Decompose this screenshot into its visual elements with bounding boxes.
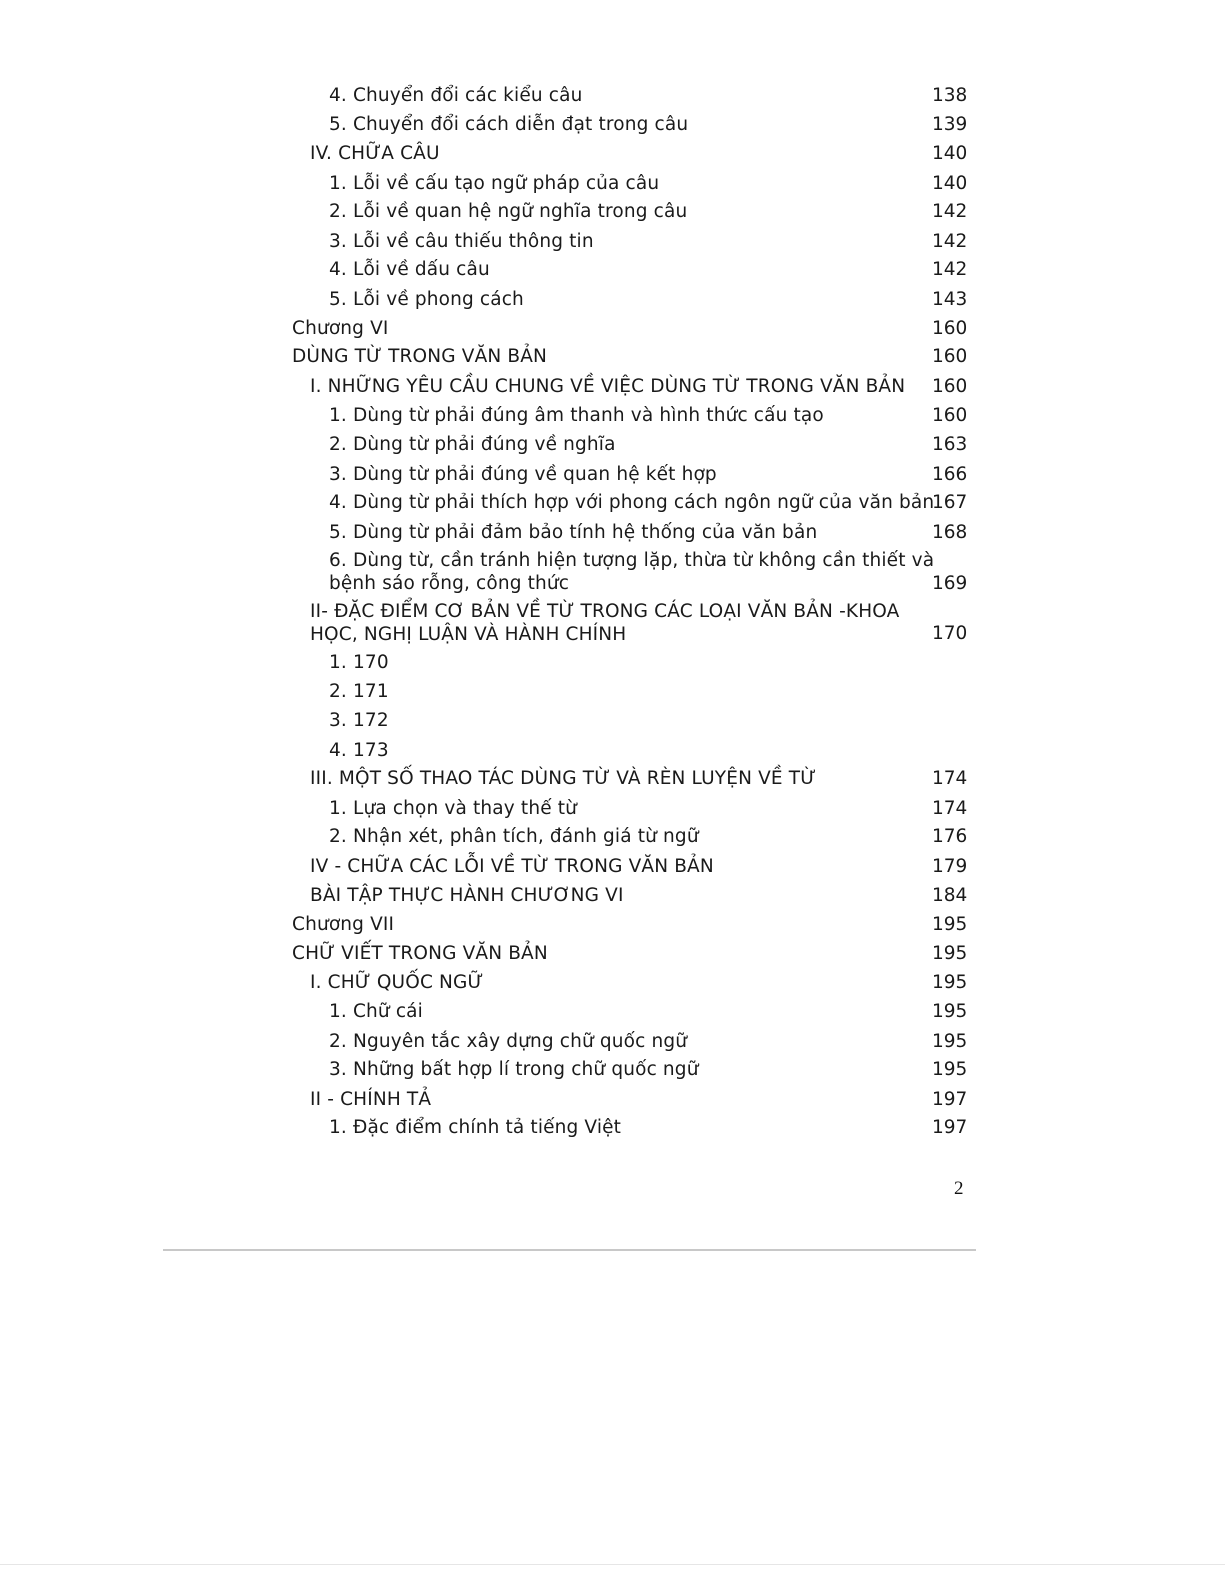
toc-entry-page: 142	[932, 259, 968, 280]
toc-entry-page: 184	[932, 885, 968, 906]
toc-entry	[329, 289, 524, 311]
toc-entry-page: 170	[932, 623, 968, 644]
toc-entry-page: 142	[932, 231, 968, 252]
toc-entry-page: 174	[932, 768, 968, 789]
toc-entry	[329, 1117, 621, 1139]
toc-entry-title: II- ĐẶC ĐIỂM CƠ BẢN VỀ TỪ TRONG CÁC LOẠI VĂN BẢN -KHOA HỌC, NGHỊ LUẬN VÀ HÀNH CHÍNH	[310, 601, 900, 645]
toc-entry-page: 174	[932, 798, 968, 819]
toc-entry	[329, 231, 594, 253]
toc-entry	[310, 601, 950, 647]
toc-entry-page: 140	[932, 143, 968, 164]
toc-entry-page: 138	[932, 85, 968, 106]
toc-entry	[310, 856, 714, 878]
toc-entry-title: 1. Lỗi về cấu tạo ngữ pháp của câu	[329, 173, 660, 194]
toc-entry	[310, 972, 484, 994]
page-number: 2	[954, 1178, 964, 1199]
toc-entry-page: 160	[932, 376, 968, 397]
toc-entry-title: 4. Dùng từ phải thích hợp với phong cách ngôn ngữ của văn bản	[329, 492, 935, 513]
toc-entry	[329, 405, 824, 427]
toc-entry-title: 1. Dùng từ phải đúng âm thanh và hình thức cấu tạo	[329, 405, 824, 426]
toc-entry-title: 5. Lỗi về phong cách	[329, 289, 524, 310]
toc-entry-title: 5. Dùng từ phải đảm bảo tính hệ thống của văn bản	[329, 522, 818, 543]
toc-entry	[329, 173, 659, 195]
toc-entry-title: CHỮ VIẾT TRONG VĂN BẢN	[292, 943, 548, 964]
toc-entry-title: IV. CHỮA CÂU	[310, 143, 440, 164]
toc-entry-title: IV - CHỮA CÁC LỖI VỀ TỪ TRONG VĂN BẢN	[310, 856, 714, 877]
toc-entry-title: 4. Chuyển đổi các kiểu câu	[329, 85, 583, 106]
toc-entry-page: 195	[932, 1001, 968, 1022]
toc-entry	[310, 768, 816, 790]
toc-entry-title: 4. 173	[329, 740, 389, 761]
toc-entry-page: 160	[932, 405, 968, 426]
toc-entry	[329, 259, 490, 281]
toc-entry-title: 1. Lựa chọn và thay thế từ	[329, 798, 578, 819]
toc-entry	[329, 740, 389, 762]
toc-entry	[329, 1001, 423, 1023]
toc-entry	[329, 114, 688, 136]
toc-entry	[329, 434, 616, 456]
toc-entry	[292, 914, 394, 936]
toc-entry-page: 143	[932, 289, 968, 310]
toc-entry-title: III. MỘT SỐ THAO TÁC DÙNG TỪ VÀ RÈN LUYỆN VỀ TỪ	[310, 768, 817, 789]
toc-entry-title: I. CHỮ QUỐC NGỮ	[310, 972, 484, 993]
toc-entry-page: 197	[932, 1117, 968, 1138]
toc-entry-page: 160	[932, 318, 968, 339]
toc-entry	[329, 652, 389, 674]
toc-entry-page: 142	[932, 201, 968, 222]
toc-entry-title: 1. 170	[329, 652, 389, 673]
toc-entry	[329, 550, 969, 596]
toc-entry	[329, 798, 577, 820]
toc-entry-title: 5. Chuyển đổi cách diễn đạt trong câu	[329, 114, 689, 135]
toc-entry-title: 2. Nhận xét, phân tích, đánh giá từ ngữ	[329, 826, 699, 847]
toc-entry-page: 160	[932, 346, 968, 367]
toc-entry-title: I. NHỮNG YÊU CẦU CHUNG VỀ VIỆC DÙNG TỪ TRONG VĂN BẢN	[310, 376, 906, 397]
toc-entry	[329, 826, 699, 848]
toc-entry-page: 166	[932, 464, 968, 485]
toc-entry-title: 2. Lỗi về quan hệ ngữ nghĩa trong câu	[329, 201, 688, 222]
toc-entry-title: 1. Chữ cái	[329, 1001, 423, 1022]
toc-entry	[310, 885, 624, 907]
toc-entry-title: II - CHÍNH TẢ	[310, 1089, 432, 1110]
toc-entry-page: 195	[932, 914, 968, 935]
page-divider	[163, 1249, 976, 1251]
toc-entry-page: 195	[932, 943, 968, 964]
toc-entry	[329, 681, 389, 703]
toc-entry-page: 176	[932, 826, 968, 847]
toc-entry	[329, 1031, 687, 1053]
toc-entry-page: 169	[932, 573, 968, 594]
toc-entry-page: 139	[932, 114, 968, 135]
toc-entry	[329, 201, 687, 223]
toc-entry	[329, 1059, 699, 1081]
toc-entry-page: 167	[932, 492, 968, 513]
toc-entry-title: Chương VI	[292, 318, 389, 339]
toc-entry-page: 179	[932, 856, 968, 877]
toc-entry	[310, 376, 905, 398]
toc-entry	[310, 1089, 431, 1111]
toc-entry-title: 2. 171	[329, 681, 389, 702]
toc-entry-title: 1. Đặc điểm chính tả tiếng Việt	[329, 1117, 622, 1138]
toc-entry	[310, 143, 440, 165]
toc-entry-title: 2. Nguyên tắc xây dựng chữ quốc ngữ	[329, 1031, 688, 1052]
toc-entry-page: 195	[932, 1031, 968, 1052]
toc-entry-page: 195	[932, 1059, 968, 1080]
toc-entry-page: 163	[932, 434, 968, 455]
toc-entry-title: BÀI TẬP THỰC HÀNH CHƯƠNG VI	[310, 885, 624, 906]
toc-entry-title: DÙNG TỪ TRONG VĂN BẢN	[292, 346, 548, 367]
toc-entry	[292, 318, 389, 340]
toc-entry	[329, 85, 582, 107]
toc-entry-title: 2. Dùng từ phải đúng về nghĩa	[329, 434, 616, 455]
toc-entry-page: 140	[932, 173, 968, 194]
toc-entry-page: 168	[932, 522, 968, 543]
toc-entry-title: Chương VII	[292, 914, 395, 935]
toc-entry	[329, 710, 389, 732]
toc-entry-page: 195	[932, 972, 968, 993]
toc-entry	[292, 943, 548, 965]
toc-entry-title: 3. Lỗi về câu thiếu thông tin	[329, 231, 594, 252]
toc-entry	[329, 522, 817, 544]
toc-entry-title: 4. Lỗi về dấu câu	[329, 259, 490, 280]
toc-entry-title: 3. 172	[329, 710, 389, 731]
toc-entry-title: 3. Dùng từ phải đúng về quan hệ kết hợp	[329, 464, 717, 485]
toc-entry	[329, 464, 717, 486]
toc-entry	[292, 346, 547, 368]
toc-entry-page: 197	[932, 1089, 968, 1110]
toc-entry	[329, 492, 934, 514]
next-page-edge	[0, 1564, 1225, 1586]
toc-entry-title: 3. Những bất hợp lí trong chữ quốc ngữ	[329, 1059, 699, 1080]
toc-entry-title: 6. Dùng từ, cần tránh hiện tượng lặp, thừa từ không cần thiết và bệnh sáo rỗng, công thức	[329, 550, 935, 594]
